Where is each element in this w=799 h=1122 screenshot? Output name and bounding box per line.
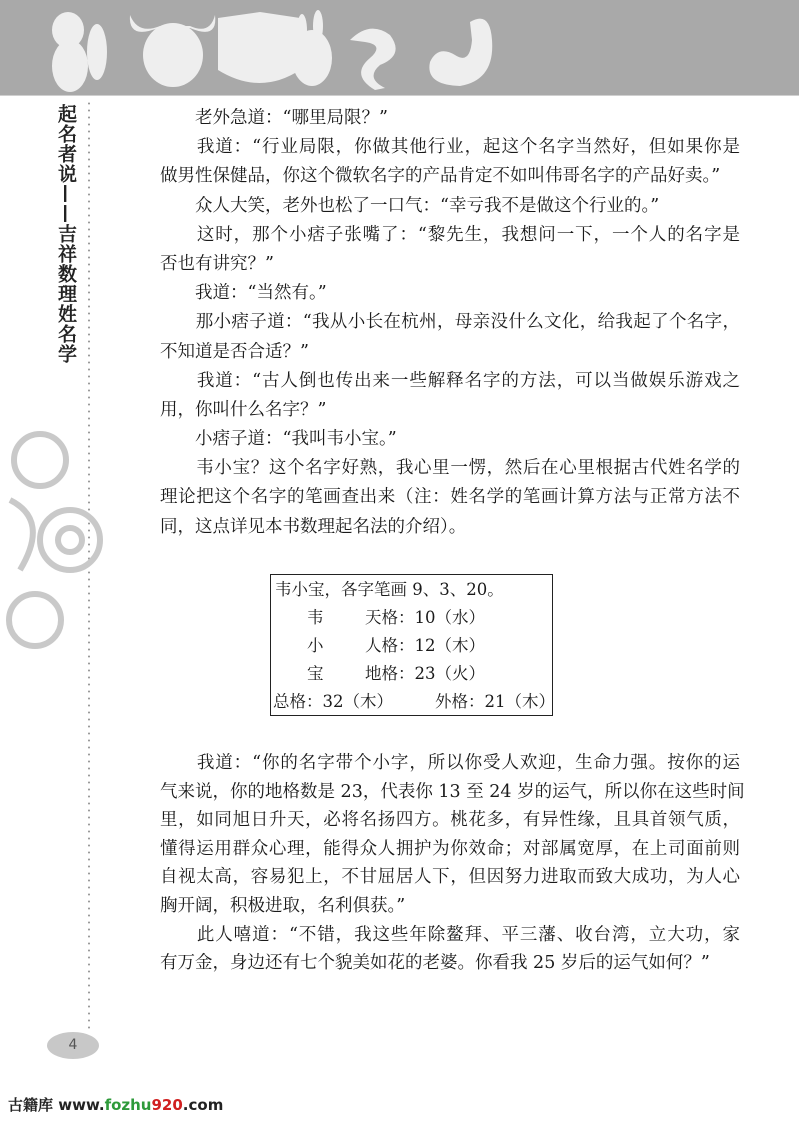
paragraph — [160, 367, 740, 425]
box-total: 总格：32（木） — [273, 692, 393, 711]
url-red: 920 — [151, 1096, 183, 1114]
text-line: 此人嘻道：“不错，我这些年除鳌拜、平三藩、收台湾，立大功，家 — [160, 924, 740, 945]
paragraph — [160, 425, 740, 454]
tiger-papercut-icon — [218, 12, 300, 83]
paragraph — [160, 133, 740, 191]
text-line: 不知道是否合适？” — [160, 341, 309, 362]
cloud-ornament-icon — [0, 420, 110, 660]
text-line: 我道：“行业局限，你做其他行业，起这个名字当然好，但如果你是 — [160, 137, 740, 158]
url-prefix: www. — [58, 1096, 105, 1114]
body-text-top — [160, 104, 740, 542]
text-line: 自视太高，容易犯上，不甘屈居人下，但因努力进取而致大成功，为人心 — [160, 867, 740, 888]
text-line: 气来说，你的地格数是 23，代表你 13 至 24 岁的运气，所以你在这些时间 — [160, 781, 745, 802]
header-divider — [0, 95, 799, 96]
stroke-count-box — [270, 574, 553, 716]
rabbit-papercut-icon — [292, 10, 332, 86]
box-label: 地格：23（火） — [365, 664, 485, 683]
text-line: 众人大笑，老外也松了一口气：“幸亏我不是做这个行业的。” — [160, 195, 660, 216]
zodiac-papercut-icons — [0, 0, 799, 95]
site-url[interactable] — [58, 1096, 223, 1114]
ox-papercut-icon — [130, 15, 215, 87]
paragraph — [160, 921, 740, 978]
page-number: 4 — [47, 1032, 99, 1059]
text-line: 我道：“你的名字带个小字，所以你受人欢迎，生命力强。按你的运 — [160, 753, 740, 773]
box-label: 人格：12（木） — [365, 636, 485, 655]
text-line: 胸开阔，积极进取，名利俱获。” — [160, 895, 406, 916]
rat-papercut-icon — [52, 12, 107, 92]
text-line: 小痞子道：“我叫韦小宝。” — [160, 429, 397, 450]
box-header: 韦小宝，各字笔画 9、3、20。 — [275, 580, 504, 599]
paragraph — [160, 104, 740, 133]
site-name: 古籍库 — [8, 1096, 54, 1114]
paragraph — [160, 749, 745, 921]
text-line: 那小痞子道：“我从小长在杭州，母亲没什么文化，给我起了个名字， — [160, 312, 740, 333]
watermark-footer — [8, 1094, 223, 1115]
text-line: 做男性保健品，你这个微软名字的产品肯定不如叫伟哥名字的产品好卖。” — [160, 166, 721, 187]
paragraph — [160, 279, 740, 308]
text-line: 老外急道：“哪里局限？” — [160, 108, 388, 128]
box-outer: 外格：21（木） — [435, 692, 555, 711]
text-line: 这时，那个小痞子张嘴了：“黎先生，我想问一下，一个人的名字是 — [160, 224, 740, 245]
box-label: 天格：10（水） — [365, 608, 485, 627]
text-line: 懂得运用群众心理，能得众人拥护为你效命；对部属宽厚，在上司面前则 — [160, 838, 740, 859]
zodiac-header-band — [0, 0, 799, 95]
paragraph — [160, 308, 740, 366]
text-line: 里，如同旭日升天，必将名扬四方。桃花多，有异性缘，且具首领气质， — [160, 810, 740, 831]
paragraph — [160, 454, 740, 542]
text-line: 理论把这个名字的笔画查出来（注：姓名学的笔画计算方法与正常方法不 — [160, 487, 740, 508]
text-line: 韦小宝？这个名字好熟，我心里一愣，然后在心里根据古代姓名学的 — [160, 458, 740, 479]
text-line: 同，这点详见本书数理起名法的介绍）。 — [160, 516, 467, 537]
text-line: 我道：“当然有。” — [160, 283, 327, 304]
text-line: 我道：“古人倒也传出来一些解释名字的方法，可以当做娱乐游戏之 — [160, 370, 740, 391]
text-line: 有万金，身边还有七个貌美如花的老婆。你看我 25 岁后的运气如何？” — [160, 953, 710, 974]
text-line: 否也有讲究？” — [160, 253, 274, 274]
box-char: 小 — [307, 636, 324, 655]
dragon-papercut-icon — [350, 29, 396, 90]
box-char: 韦 — [307, 608, 324, 627]
text-line: 用，你叫什么名字？” — [160, 399, 327, 420]
url-suffix: .com — [182, 1096, 224, 1114]
box-char: 宝 — [307, 664, 324, 683]
paragraph — [160, 192, 740, 221]
running-title: 起名者说——吉祥数理姓名学 — [55, 104, 77, 364]
paragraph — [160, 221, 740, 279]
snake-papercut-icon — [429, 19, 492, 86]
body-text-bottom — [160, 749, 745, 978]
url-green: fozhu — [104, 1096, 152, 1114]
